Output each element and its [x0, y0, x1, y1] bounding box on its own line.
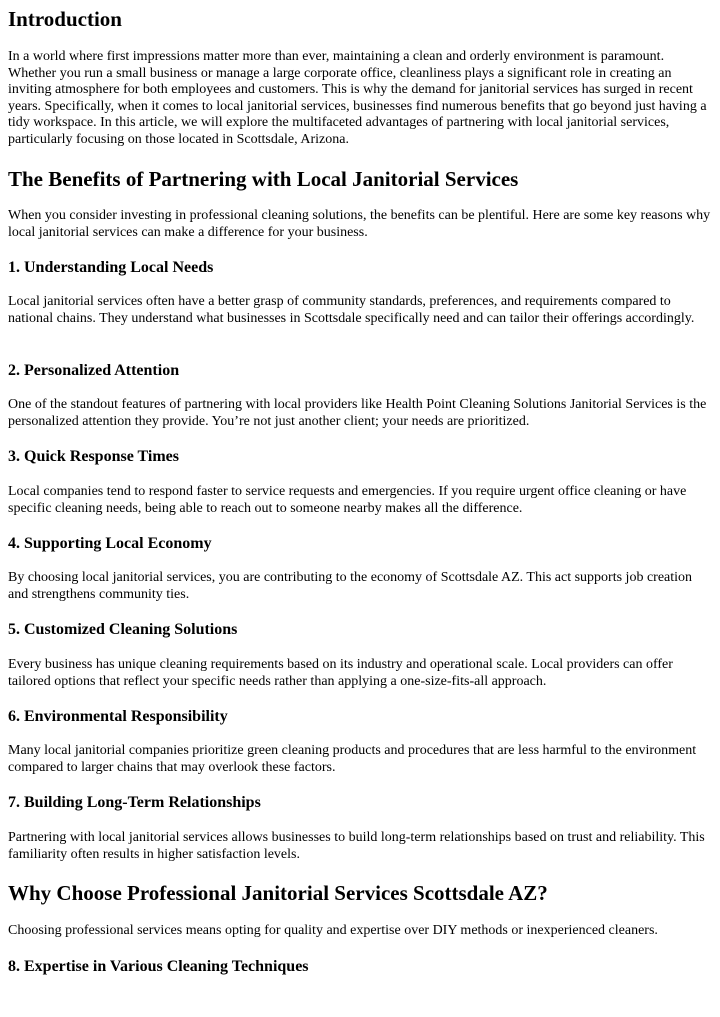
- benefit-1-title: 1. Understanding Local Needs: [8, 259, 214, 276]
- benefit-7-title: 7. Building Long-Term Relationships: [8, 794, 261, 811]
- benefit-7-text: Partnering with local janitorial services allows businesses to build long-term relationships based on trust and reliability. This familiarity often results in higher satisfaction levels.: [8, 830, 705, 862]
- benefit-2-title: 2. Personalized Attention: [8, 362, 180, 379]
- benefit-2-text: One of the standout features of partnering with local providers like Health Point Cleaning Solutions Janitorial Services is the personalized attention they provide. You’re not just another client; your needs are prioritized.: [8, 397, 707, 429]
- benefit-6-text: Many local janitorial companies prioritize green cleaning products and procedures that are less harmful to the environment compared to larger chains that may overlook these factors.: [8, 743, 697, 775]
- benefit-1-text: Local janitorial services often have a better grasp of community standards, preferences, and requirements compared to national chains. They understand what businesses in Scottsdale specifically need and can tailor their offerings accordingly.: [8, 294, 695, 326]
- benefit-6-title: 6. Environmental Responsibility: [8, 708, 228, 725]
- why-paragraph: Choosing professional services means opting for quality and expertise over DIY methods or inexperienced cleaners.: [8, 923, 658, 938]
- benefit-5-text: Every business has unique cleaning requirements based on its industry and operational scale. Local providers can offer tailored options that reflect your specific needs rather than applying a one-size-fits-all approach.: [8, 657, 673, 689]
- benefit-5-title: 5. Customized Cleaning Solutions: [8, 621, 238, 638]
- benefit-4-title: 4. Supporting Local Economy: [8, 535, 212, 552]
- benefits-paragraph: When you consider investing in professional cleaning solutions, the benefits can be plentiful. Here are some key reasons why local janitorial services can make a difference for your business.: [8, 208, 711, 240]
- intro-heading: Introduction: [8, 7, 122, 31]
- intro-paragraph: In a world where first impressions matter more than ever, maintaining a clean and orderly environment is paramount. Whether you run a small business or manage a large corporate office, cleanliness plays a significant role in creating an inviting atmosphere for both employees and customers. This is why the demand for janitorial services has surged in recent years. Specifically, when it comes to local janitorial services, businesses find numerous benefits that go beyond just having a tidy workspace. In this article, we will explore the multifaceted advantages of partnering with local janitorial services, particularly focusing on those located in Scottsdale, Arizona.: [8, 49, 707, 147]
- why-heading: Why Choose Professional Janitorial Services Scottsdale AZ?: [8, 881, 548, 905]
- why-item-8-title: 8. Expertise in Various Cleaning Techniques: [8, 958, 309, 975]
- benefit-4-text: By choosing local janitorial services, you are contributing to the economy of Scottsdale AZ. This act supports job creation and strengthens community ties.: [8, 570, 693, 602]
- benefits-heading: The Benefits of Partnering with Local Janitorial Services: [8, 167, 519, 191]
- benefit-3-text: Local companies tend to respond faster to service requests and emergencies. If you require urgent office cleaning or have specific cleaning needs, being able to reach out to someone nearby makes all the difference.: [8, 484, 687, 516]
- benefit-3-title: 3. Quick Response Times: [8, 448, 179, 465]
